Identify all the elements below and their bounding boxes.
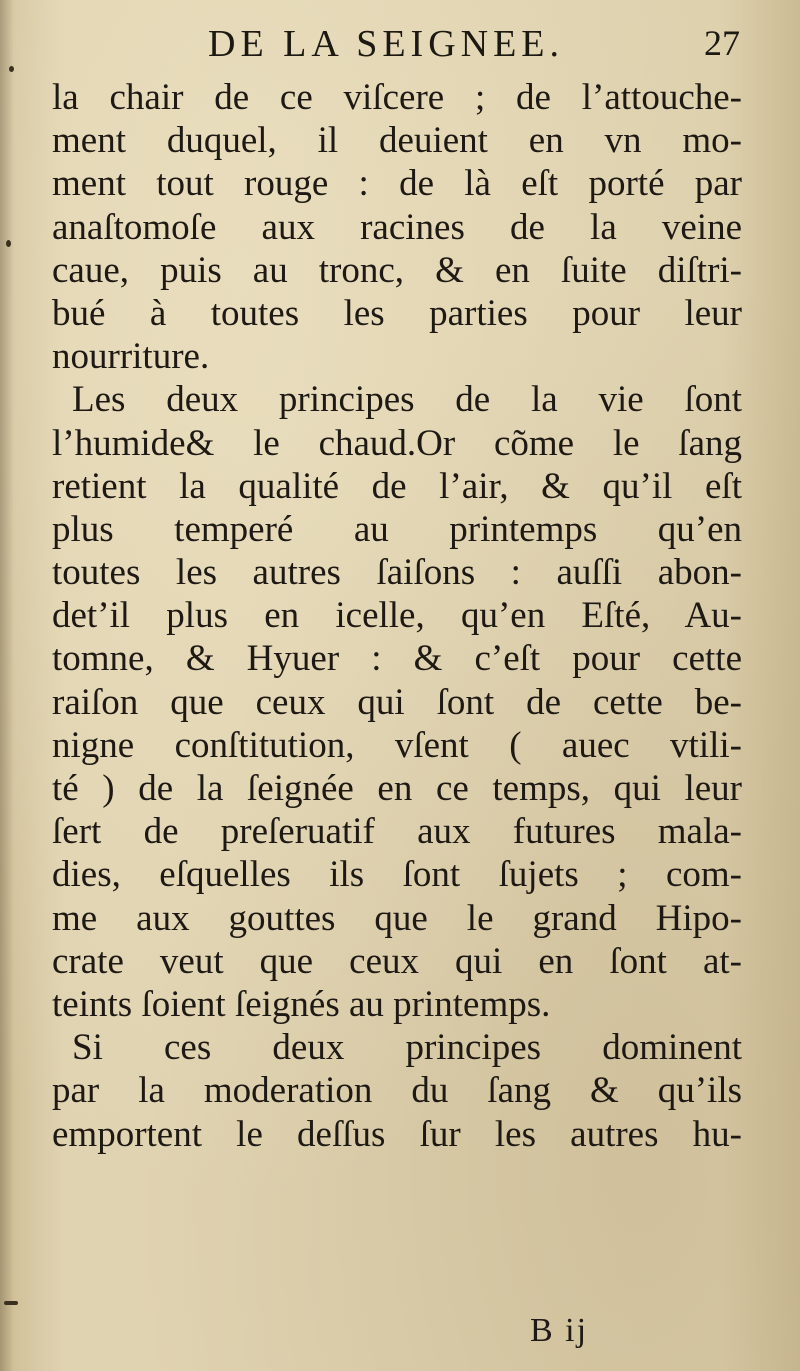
- page-number: 27: [704, 23, 740, 63]
- ink-speck: [6, 240, 11, 247]
- text-line: bué à toutes les parties pour leur: [52, 292, 742, 334]
- text-line: caue, puis au tronc, & en ſuite diſtri-: [52, 249, 742, 291]
- text-line: Les deux principes de la vie ſont: [72, 379, 742, 421]
- text-line: emportent le deſſus ſur les autres hu-: [52, 1113, 742, 1155]
- text-line: anaſtomoſe aux racines de la veine: [52, 206, 742, 248]
- text-line: teints ſoient ſeignés au printemps.: [52, 983, 551, 1025]
- text-line: ment tout rouge : de là eſt porté par: [52, 163, 742, 205]
- text-line: nigne conſtitution, vſent ( auec vtili-: [52, 724, 742, 766]
- text-line: la chair de ce viſcere ; de l’attouche-: [52, 77, 742, 118]
- gutter-shadow: [0, 0, 14, 1371]
- text-line: l’humide& le chaud.Or cõme le ſang: [52, 422, 742, 464]
- text-line: me aux gouttes que le grand Hipo-: [52, 897, 742, 939]
- text-line: ſert de preſeruatif aux futures mala-: [52, 811, 742, 853]
- text-line: crate veut que ceux qui en ſont at-: [52, 940, 742, 982]
- text-line: plus temperé au printemps qu’en: [52, 508, 742, 550]
- running-title: DE LA SEIGNEE.: [208, 23, 565, 65]
- text-line: det’il plus en icelle, qu’en Eſté, Au-: [52, 595, 742, 637]
- text-line: Si ces deux principes dominent: [72, 1027, 742, 1069]
- signature-mark: B ij: [530, 1312, 589, 1349]
- ink-speck: [9, 66, 14, 72]
- text-line: raiſon que ceux qui ſont de cette be-: [52, 681, 742, 723]
- text-line: par la moderation du ſang & qu’ils: [52, 1070, 742, 1112]
- text-line: retient la qualité de l’air, & qu’il eſt: [52, 465, 742, 507]
- text-line: toutes les autres ſaiſons : auſſi abon-: [52, 552, 742, 594]
- body-text: [52, 76, 742, 1156]
- ink-speck: [4, 1301, 18, 1305]
- text-line: tomne, & Hyuer : & c’eſt pour cette: [52, 638, 742, 680]
- page-header: [208, 22, 740, 72]
- text-line: dies, eſquelles ils ſont ſujets ; com-: [52, 854, 742, 896]
- text-line: nourriture.: [52, 336, 210, 378]
- text-line: ment duquel, il deuient en vn mo-: [52, 120, 742, 162]
- text-line: té ) de la ſeignée en ce temps, qui leur: [52, 768, 742, 809]
